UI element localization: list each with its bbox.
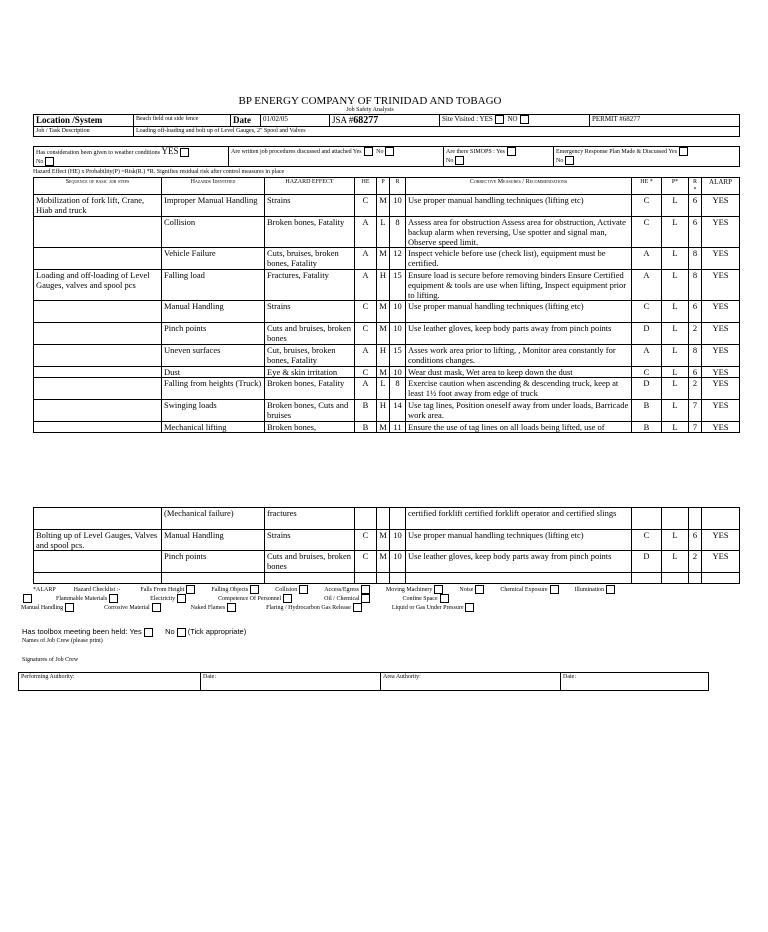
checklist-checkbox[interactable] [250,585,259,594]
document-subtitle: Job Safety Analysis [346,107,394,113]
cell-effect: Eye & skin irritation [265,367,355,378]
performing-date-field[interactable]: Date: [201,673,381,691]
written-yes-checkbox[interactable] [364,147,373,156]
cell-r2: 2 [689,378,702,400]
cell-alarp: YES [702,217,740,248]
cell-effect: Broken bones, Fatality [265,378,355,400]
jsa-table [33,177,740,433]
cell-p2 [662,573,689,584]
cell-hazard: Falling from heights (Truck) [162,378,265,400]
cell-p [377,573,390,584]
checklist-label: Hazard Checklist :- [73,586,121,593]
cell-effect: Cuts and bruises, broken bones [265,551,355,573]
table-row [34,378,740,400]
table-row [34,323,740,345]
checklist-item-label: Flaring / Hydrocarbon Gas Release [266,604,351,611]
cell-r2: 6 [689,217,702,248]
cell-hazard: Improper Manual Handling [162,195,265,217]
cell-r2: 6 [689,530,702,551]
cell-p: M [377,551,390,573]
job-crew-names-label: Names of Job Crew (please print) [22,638,103,644]
signatures-label: Signatures of Job Crew [22,657,79,663]
weather-question: Has consideration been given to weather conditions [36,150,160,156]
cell-he2 [632,573,662,584]
checklist-item-label: Falls From Height [140,586,185,593]
cell-effect: Cuts and bruises, broken bones [265,323,355,345]
cell-step [34,378,162,400]
cell-p2: L [662,400,689,422]
cell-he [355,508,377,530]
company-title: BP ENERGY COMPANY OF TRINIDAD AND TOBAGO [238,95,502,107]
cell-p2: L [662,301,689,323]
date-label: Date [231,115,261,127]
cell-alarp: YES [702,530,740,551]
cell-step [34,345,162,367]
written-no-label: No [376,148,384,155]
checklist-checkbox[interactable] [361,594,370,603]
cell-p2: L [662,378,689,400]
weather-no-checkbox[interactable] [45,157,54,166]
table-row [34,400,740,422]
table-row [34,195,740,217]
cell-effect: Broken bones, Fatality [265,217,355,248]
cell-alarp: YES [702,301,740,323]
cell-he2: B [632,400,662,422]
cell-p: H [377,270,390,301]
cell-he2 [632,508,662,530]
cell-p2: L [662,248,689,270]
cell-step [34,301,162,323]
cell-step [34,551,162,573]
cell-hazard: Manual Handling [162,530,265,551]
checklist-item-label: Oil / Chemical [324,595,360,602]
cell-measure: Ensure load is secure before removing binders Ensure Certified equipment & tools are use when lifting, Inspect equipment prior to lifting. [406,270,632,301]
cell-p [377,508,390,530]
jsa-number-cell [330,115,440,127]
cell-measure: Inspect vehicle before use (check list), equipment must be certified. [406,248,632,270]
cell-r [390,573,406,584]
cell-measure [406,573,632,584]
weather-question-cell [34,147,229,167]
cell-r: 10 [390,530,406,551]
cell-effect: Strains [265,195,355,217]
site-yes-label: YES [479,115,493,124]
written-procedures-cell [229,147,444,167]
site-no-checkbox[interactable] [520,115,529,124]
checklist-checkbox[interactable] [550,585,559,594]
erp-yes-checkbox[interactable] [679,147,688,156]
cell-r2: 6 [689,367,702,378]
cell-step [34,573,162,584]
cell-he2: A [632,248,662,270]
cell-he: C [355,367,377,378]
col-alarp: ALARP [702,178,740,195]
cell-r: 10 [390,195,406,217]
cell-effect: Strains [265,301,355,323]
cell-r: 15 [390,345,406,367]
table-row [34,345,740,367]
checklist-item-label: Electricity [150,595,176,602]
checklist-checkbox[interactable] [434,585,443,594]
cell-p2: L [662,551,689,573]
cell-he2: C [632,217,662,248]
cell-hazard: Collision [162,217,265,248]
area-date-field[interactable]: Date: [561,673,709,691]
cell-p: M [377,367,390,378]
checklist-item-label: Confine Space [402,595,438,602]
erp-no-label: No [556,157,564,164]
checklist-checkbox[interactable] [227,603,236,612]
cell-he: A [355,345,377,367]
cell-measure: Exercise caution when ascending & descending truck, keep at least 1½ foot away from edge of truck [406,378,632,400]
cell-p2: L [662,270,689,301]
cell-p: L [377,378,390,400]
cell-step: Mobilization of fork lift, Crane, Hiab and truck [34,195,162,217]
written-yes-label: Yes [352,148,362,155]
checklist-line [21,603,753,612]
table-header-row [34,178,740,195]
written-no-checkbox[interactable] [385,147,394,156]
signatures-table [18,672,709,691]
table-row [34,551,740,573]
checklist-checkbox[interactable] [177,594,186,603]
cell-hazard [162,573,265,584]
cell-effect: Fractures, Fatality [265,270,355,301]
col-p: P [377,178,390,195]
cell-r2: 2 [689,323,702,345]
checklist-item-label: Flammable Materials [56,595,108,602]
table-row [34,508,740,530]
jsa-label: JSA # [332,115,354,125]
checklist-item-label: Illumination [574,586,605,593]
checklist-item-label: Liquid or Gas Under Pressure [391,604,464,611]
cell-measure: Use leather gloves, keep body parts away from pinch points [406,323,632,345]
location-value: Beach field out side fence [134,115,231,127]
checklist-checkbox[interactable] [606,585,615,594]
toolbox-question: Has toolbox meeting been held: [22,627,128,636]
permit-number: 68277 [622,115,641,123]
cell-r: 8 [390,378,406,400]
cell-step: Loading and off-loading of Level Gauges, valves and spool pcs [34,270,162,301]
erp-question: Emergency Response Plan Made & Discussed [556,148,668,155]
simops-no-checkbox[interactable] [455,156,464,165]
simops-question: Are there SIMOPS : [446,148,495,155]
checklist-item-label: Noise [459,586,474,593]
jsa-number: 68277 [353,115,379,126]
checklist-checkbox[interactable] [353,603,362,612]
cell-r [390,508,406,530]
cell-r2 [689,508,702,530]
cell-effect: Cuts, bruises, broken bones, Fatality [265,248,355,270]
cell-measure: certified forklift certified forklift operator and certified slings [406,508,632,530]
cell-hazard: Manual Handling [162,301,265,323]
simops-no-label: No [446,157,454,164]
toolbox-yes-checkbox[interactable] [144,628,153,637]
col-effect: HAZARD EFFECT [265,178,355,195]
cell-effect [265,573,355,584]
cell-he2: C [632,367,662,378]
cell-he: C [355,195,377,217]
cell-step [34,217,162,248]
cell-r: 10 [390,301,406,323]
checklist-checkbox[interactable] [186,585,195,594]
job-value: Loading off-loading and bolt up of Level Gauges, 2" Spool and Valves [134,127,740,137]
cell-hazard: Pinch points [162,551,265,573]
cell-hazard: Pinch points [162,323,265,345]
cell-measure: Asses work area prior to lifting, , Monitor area constantly for conditions changes. [406,345,632,367]
cell-r2: 6 [689,195,702,217]
toolbox-tick-note: (Tick appropriate) [187,627,247,636]
cell-hazard: Falling load [162,270,265,301]
cell-alarp: YES [702,422,740,433]
cell-hazard: (Mechanical failure) [162,508,265,530]
table-row [34,217,740,248]
jsa-table-continued [33,507,740,584]
cell-effect: fractures [265,508,355,530]
cell-r: 15 [390,270,406,301]
cell-measure: Wear dust mask, Wet area to keep down the dust [406,367,632,378]
checklist-item-label: Competence Of Personnel [218,595,282,602]
cell-p2: L [662,367,689,378]
cell-r2: 8 [689,345,702,367]
alarp-note: *ALARP [33,586,56,593]
cell-alarp: YES [702,323,740,345]
cell-p2: L [662,323,689,345]
checklist-checkbox[interactable] [440,594,449,603]
cell-r: 11 [390,422,406,433]
checklist-checkbox[interactable] [283,594,292,603]
checklist-item-label: Access/Egress [324,586,359,593]
cell-he2: D [632,378,662,400]
cell-step [34,508,162,530]
cell-measure: Use tag lines, Position oneself away from under loads, Barricade work area. [406,400,632,422]
weather-yes-checkbox[interactable] [180,148,189,157]
checklist-item-label: Falling Objects [211,586,249,593]
cell-alarp: YES [702,270,740,301]
cell-r2: 7 [689,422,702,433]
questions-table [33,146,740,167]
cell-p2: L [662,422,689,433]
cell-r: 10 [390,323,406,345]
weather-no-label: No [36,159,44,165]
cell-measure: Use proper manual handling techniques (lifting etc) [406,195,632,217]
permit-label: PERMIT # [592,115,623,123]
cell-hazard: Mechanical lifting [162,422,265,433]
checklist-checkbox[interactable] [465,603,474,612]
checklist-line [21,594,753,603]
cell-alarp [702,573,740,584]
cell-r2: 6 [689,301,702,323]
checklist-checkbox[interactable] [152,603,161,612]
cell-he2: D [632,551,662,573]
cell-he: A [355,248,377,270]
written-question: Are written job procedures discussed and attached [231,148,352,155]
cell-r: 8 [390,217,406,248]
col-he: HE [355,178,377,195]
cell-p: M [377,301,390,323]
cell-p: M [377,195,390,217]
cell-measure: Ensure the use of tag lines on all loads being lifted, use of [406,422,632,433]
cell-he2: C [632,195,662,217]
checklist-checkbox[interactable] [299,585,308,594]
checklist-checkbox[interactable] [109,594,118,603]
job-label: Job / Task Description [34,127,134,137]
cell-he: A [355,270,377,301]
cell-measure: Use leather gloves, keep body parts away from pinch points [406,551,632,573]
location-label: Location /System [34,115,134,127]
weather-yes-label: YES [161,146,179,156]
col-hazards: Hazards Identified [162,178,265,195]
date-value: 01/02/05 [261,115,330,127]
cell-step [34,367,162,378]
cell-he [355,573,377,584]
cell-he2: A [632,270,662,301]
cell-p2 [662,508,689,530]
checklist-checkbox[interactable] [475,585,484,594]
hazard-checklist [21,585,753,612]
table-row [34,573,740,584]
cell-he2: D [632,323,662,345]
cell-he: A [355,378,377,400]
cell-p: M [377,248,390,270]
site-visited-label: Site Visited : [442,115,479,124]
checklist-item-label: Collision [275,586,298,593]
cell-p: L [377,217,390,248]
cell-step [34,248,162,270]
cell-he2: A [632,345,662,367]
toolbox-no-checkbox[interactable] [177,628,186,637]
col-measures: Corrective Measures / Recommendations [406,178,632,195]
cell-he: A [355,217,377,248]
cell-r2: 7 [689,400,702,422]
checklist-item-label: Manual Handling [21,604,64,611]
cell-r2: 8 [689,248,702,270]
cell-step [34,323,162,345]
cell-r: 10 [390,551,406,573]
checklist-checkbox[interactable] [65,603,74,612]
site-yes-checkbox[interactable] [495,115,504,124]
hazard-effect-note: Hazard Effect (HE) x Probability(P) =Risk(R.) *R. Signifies residual risk after control measures in place [33,169,285,175]
toolbox-yes-label: Yes [129,627,142,636]
cell-measure: Use proper manual handling techniques (lifting etc) [406,530,632,551]
checklist-line [33,585,753,594]
cell-r2: 2 [689,551,702,573]
cell-p: M [377,323,390,345]
table-row [34,270,740,301]
cell-step: Bolting up of Level Gauges, Valves and spool pcs. [34,530,162,551]
toolbox-question-row [22,627,246,637]
cell-hazard: Dust [162,367,265,378]
cell-r2: 8 [689,270,702,301]
cell-he: C [355,323,377,345]
cell-p2: L [662,217,689,248]
col-r-residual: R * [689,178,702,195]
checklist-item-label: Chemical Exposure [500,586,548,593]
checklist-item-label: Naked Flames [190,604,226,611]
cell-alarp: YES [702,195,740,217]
cell-r2 [689,573,702,584]
cell-he2: C [632,530,662,551]
cell-he2: B [632,422,662,433]
cell-he2: C [632,301,662,323]
cell-r: 14 [390,400,406,422]
checklist-item-label: Moving Machinery [385,586,433,593]
checklist-checkbox[interactable] [361,585,370,594]
cell-p2: L [662,195,689,217]
cell-hazard: Vehicle Failure [162,248,265,270]
cell-p: H [377,400,390,422]
cell-he: C [355,301,377,323]
area-authority-field[interactable]: Area Authority: [381,673,561,691]
col-he-residual: HE * [632,178,662,195]
cell-p: H [377,345,390,367]
checklist-checkbox[interactable] [23,594,32,603]
erp-cell [554,147,740,167]
toolbox-no-label: No [165,627,175,636]
simops-yes-checkbox[interactable] [507,147,516,156]
cell-he: C [355,530,377,551]
cell-alarp: YES [702,551,740,573]
cell-alarp: YES [702,367,740,378]
cell-he: B [355,422,377,433]
table-row [34,422,740,433]
cell-effect: Broken bones, Cuts and bruises [265,400,355,422]
cell-alarp: YES [702,345,740,367]
table-row [34,367,740,378]
site-visited-cell [440,115,590,127]
col-p-residual: P* [662,178,689,195]
cell-alarp: YES [702,378,740,400]
col-r: R [390,178,406,195]
checklist-item-label: Corrosive Material [104,604,150,611]
cell-he: C [355,551,377,573]
cell-p2: L [662,530,689,551]
erp-yes-label: Yes [668,148,678,155]
cell-measure: Assess area for obstruction Assess area for obstruction, Activate backup alarm when reversing, Use spotter and signal man, Observe speed limit. [406,217,632,248]
cell-effect: Cut, bruises, broken bones, Fatality [265,345,355,367]
info-table [33,114,740,137]
col-seq: Sequence of basic job steps [34,178,162,195]
cell-p: M [377,530,390,551]
simops-cell [444,147,554,167]
cell-step [34,422,162,433]
permit-cell [590,115,740,127]
cell-r: 12 [390,248,406,270]
cell-alarp: YES [702,248,740,270]
erp-no-checkbox[interactable] [565,156,574,165]
cell-alarp: YES [702,400,740,422]
cell-effect: Broken bones, [265,422,355,433]
cell-hazard: Uneven surfaces [162,345,265,367]
cell-hazard: Swinging loads [162,400,265,422]
performing-authority-field[interactable]: Performing Authority: [19,673,201,691]
cell-step [34,400,162,422]
site-no-label: NO [507,115,518,124]
cell-alarp [702,508,740,530]
table-row [34,248,740,270]
cell-p2: L [662,345,689,367]
simops-yes-label: Yes [496,148,505,155]
cell-he: B [355,400,377,422]
table-row [34,301,740,323]
cell-measure: Use proper manual handling techniques (lifting etc) [406,301,632,323]
cell-effect: Strains [265,530,355,551]
table-row [34,530,740,551]
cell-p: M [377,422,390,433]
cell-r: 10 [390,367,406,378]
